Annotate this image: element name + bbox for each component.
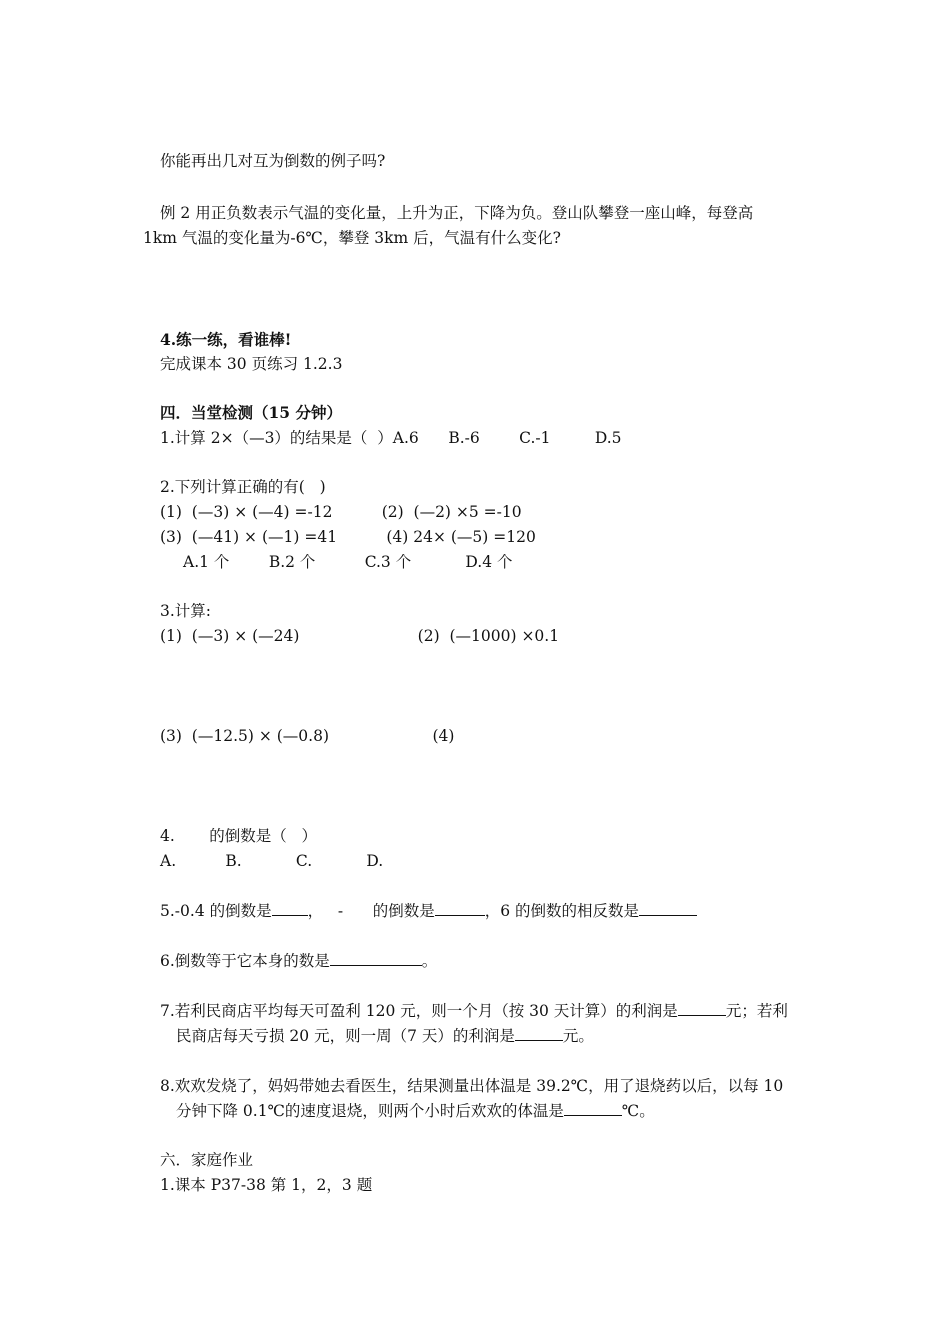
answer-blank	[678, 1001, 726, 1016]
question-2-row2: (3) (—41) × (—1) =41 (4) 24× (—5) =120	[160, 528, 536, 546]
practice-heading: 4.练一练，看谁棒!	[160, 330, 292, 349]
question-5-part3: ，6 的倒数的相反数是	[484, 902, 639, 920]
question-5-part1: 5.-0.4 的倒数是	[160, 902, 272, 920]
question-7-line1	[160, 1001, 788, 1021]
homework-heading: 六．家庭作业	[160, 1151, 254, 1169]
question-5	[160, 901, 697, 921]
question-4-options: A. B. C. D.	[160, 852, 384, 870]
question-1: 1.计算 2×（—3）的结果是（ ）A.6 B.-6 C.-1 D.5	[160, 429, 622, 447]
question-7-part1: 7.若利民商店平均每天可盈利 120 元，则一个月（按 30 天计算）的利润是	[160, 1002, 678, 1020]
question-6	[160, 951, 437, 971]
question-3-row1: (1) (—3) × (—24) (2) (—1000) ×0.1	[160, 627, 560, 645]
question-6-part2: 。	[421, 952, 438, 970]
question-5-part2: ， - 的倒数是	[307, 902, 435, 920]
question-2-stem: 2.下列计算正确的有( )	[160, 478, 326, 496]
question-8-line1: 8.欢欢发烧了，妈妈带她去看医生，结果测量出体温是 39.2℃，用了退烧药以后，以每 10	[160, 1077, 784, 1095]
question-7-part3: 民商店每天亏损 20 元，则一周（7 天）的利润是	[176, 1027, 515, 1045]
question-6-part1: 6.倒数等于它本身的数是	[160, 952, 330, 970]
question-8-line2	[176, 1101, 655, 1121]
question-2-row1: (1) (—3) × (—4) =-12 (2) (—2) ×5 =-10	[160, 503, 522, 521]
question-7-part2: 元；若利	[725, 1002, 788, 1020]
question-4-stem: 4. 的倒数是（ ）	[160, 827, 318, 845]
question-7-line2	[176, 1026, 594, 1046]
question-more-examples: 你能再出几对互为倒数的例子吗?	[160, 152, 386, 170]
answer-blank	[564, 1101, 622, 1116]
question-3-row2: (3) (—12.5) × (—0.8) (4)	[160, 727, 455, 745]
example2-line1: 例 2 用正负数表示气温的变化量，上升为正，下降为负。登山队攀登一座山峰，每登高	[160, 204, 754, 222]
question-3-stem: 3.计算:	[160, 602, 212, 620]
answer-blank	[435, 901, 485, 916]
answer-blank	[515, 1026, 563, 1041]
example2-line2: 1km 气温的变化量为-6℃，攀登 3km 后，气温有什么变化?	[143, 229, 561, 247]
question-8-part2: 分钟下降 0.1℃的速度退烧，则两个小时后欢欢的体温是	[176, 1102, 564, 1120]
question-8-part3: ℃。	[621, 1102, 655, 1120]
section4-heading: 四．当堂检测（15 分钟）	[160, 403, 342, 422]
practice-text: 完成课本 30 页练习 1.2.3	[160, 355, 343, 373]
question-2-options: A.1 个 B.2 个 C.3 个 D.4 个	[183, 553, 513, 571]
answer-blank	[639, 901, 697, 916]
homework-item1: 1.课本 P37-38 第 1，2，3 题	[160, 1176, 373, 1194]
answer-blank	[330, 951, 422, 966]
question-7-part4: 元。	[562, 1027, 594, 1045]
answer-blank	[272, 901, 308, 916]
